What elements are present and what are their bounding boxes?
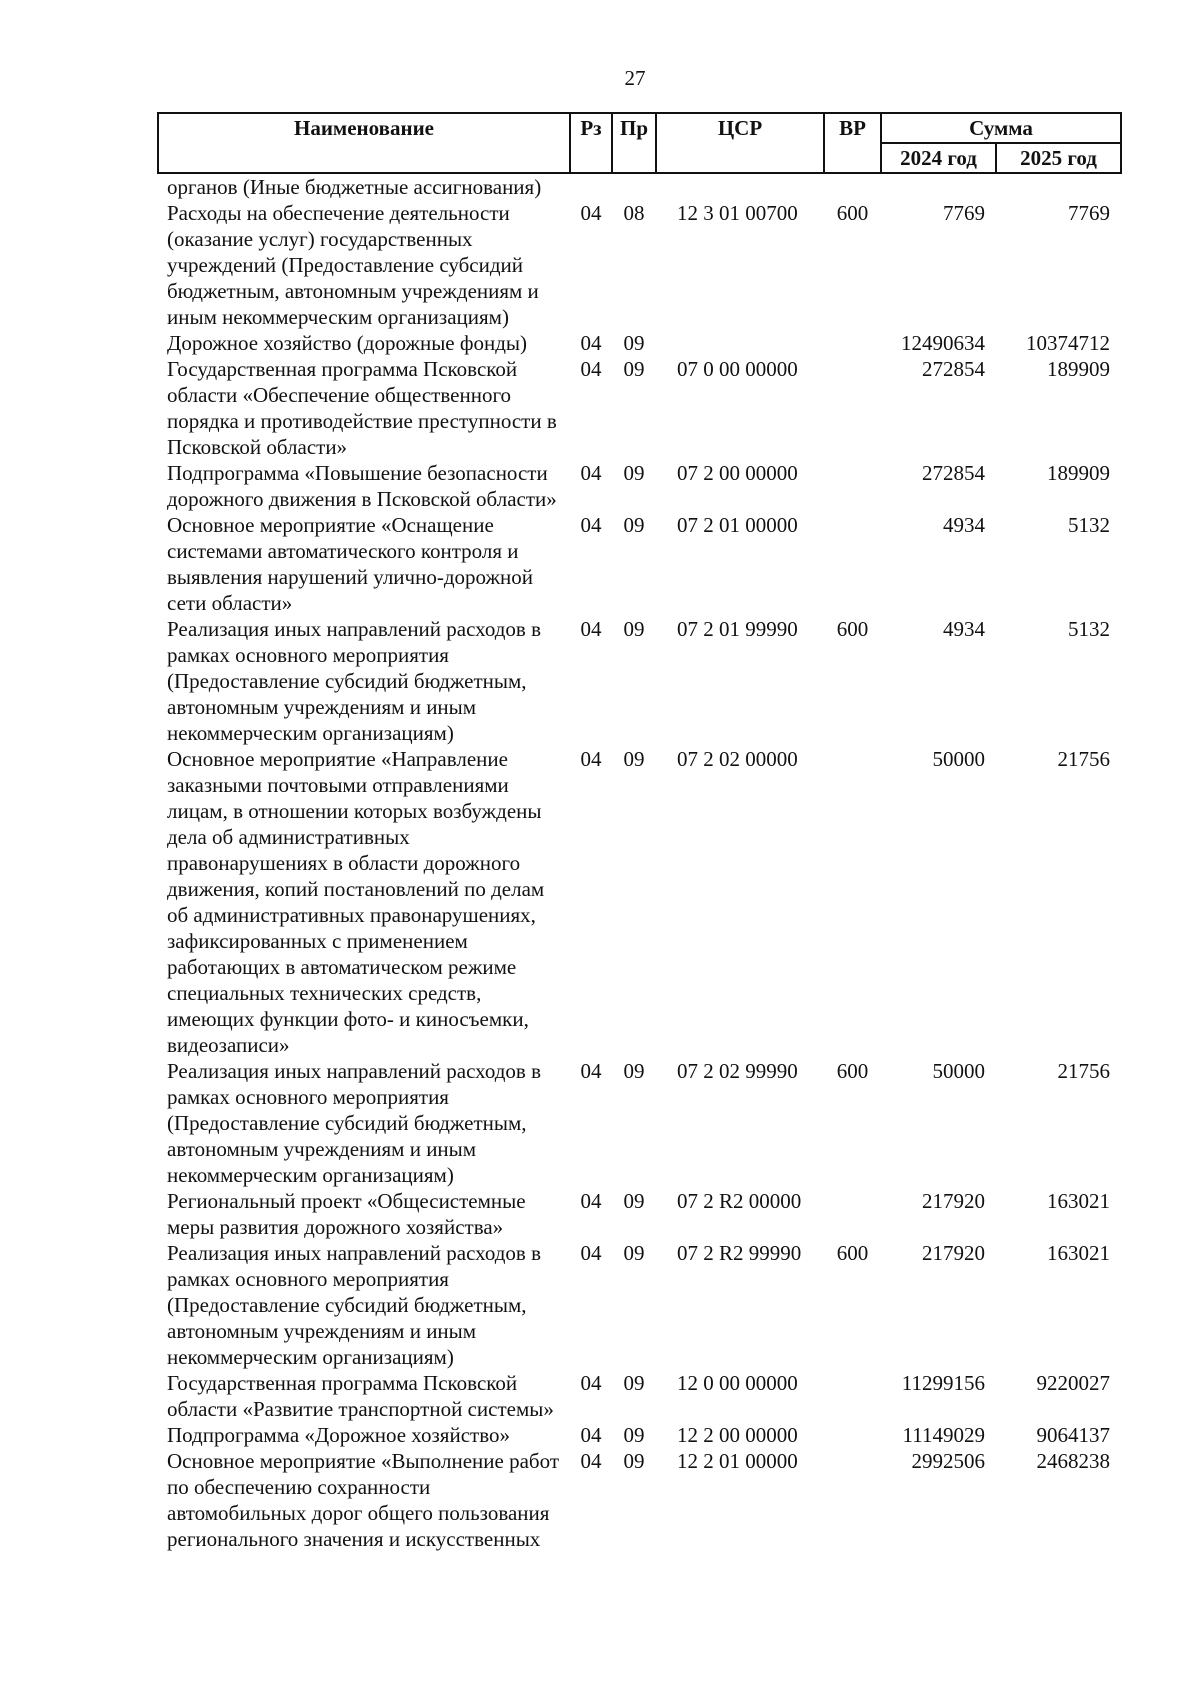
row-vr: 600 <box>836 201 869 225</box>
row-sum-2025: 21756 <box>1057 1059 1110 1083</box>
row-sum-2025: 2468238 <box>1036 1449 1110 1473</box>
row-rz: 04 <box>580 1059 602 1083</box>
row-csr: 07 2 01 99990 <box>677 617 798 641</box>
row-pr: 09 <box>623 461 645 485</box>
row-pr: 09 <box>623 1241 645 1265</box>
row-sum-2025: 163021 <box>1047 1241 1110 1265</box>
row-vr <box>824 1448 881 1552</box>
row-sum-2024: 4934 <box>943 513 985 537</box>
header-pr: Пр <box>612 113 656 173</box>
row-sum-2025: 9220027 <box>1036 1371 1110 1395</box>
row-csr: 12 0 00 00000 <box>677 1371 798 1395</box>
row-vr <box>824 173 881 200</box>
row-name: Региональный проект «Общесистемные меры развития дорожного хозяйства» <box>167 1189 526 1239</box>
row-rz: 04 <box>580 513 602 537</box>
row-csr: 07 2 R2 99990 <box>677 1241 802 1265</box>
row-sum-2024: 4934 <box>943 617 985 641</box>
table-row <box>158 1240 1121 1370</box>
row-pr: 09 <box>623 331 645 355</box>
row-name: Подпрограмма «Повышение безопасности дорожного движения в Псковской области» <box>167 461 557 511</box>
row-sum-2025: 5132 <box>1068 617 1110 641</box>
row-sum-2025: 189909 <box>1047 461 1110 485</box>
row-pr: 08 <box>623 201 645 225</box>
table-row <box>158 1370 1121 1422</box>
row-sum-2025: 21756 <box>1057 747 1110 771</box>
row-sum-2025: 10374712 <box>1026 331 1110 355</box>
row-name: Основное мероприятие «Выполнение работ по обеспечению сохранности автомобильных дорог общего пользования регионального значения и искусственных <box>167 1449 560 1551</box>
row-csr: 07 2 02 99990 <box>677 1059 798 1083</box>
row-pr: 09 <box>623 1371 645 1395</box>
row-vr <box>824 460 881 512</box>
row-vr: 600 <box>836 617 869 641</box>
row-pr: 09 <box>623 513 645 537</box>
row-vr <box>824 1370 881 1422</box>
row-rz: 04 <box>580 331 602 355</box>
header-vr: ВР <box>824 113 881 173</box>
row-name: Основное мероприятие «Оснащение системами автоматического контроля и выявления нарушений улично-дорожной сети области» <box>167 513 533 615</box>
row-name: Государственная программа Псковской области «Развитие транспортной системы» <box>167 1371 554 1421</box>
table-header <box>158 113 1121 173</box>
table-body <box>158 173 1121 1552</box>
header-csr: ЦСР <box>656 113 824 173</box>
row-rz: 04 <box>580 461 602 485</box>
row-pr: 09 <box>623 1189 645 1213</box>
page-number: 27 <box>624 66 646 90</box>
row-sum-2024: 50000 <box>932 1059 985 1083</box>
table-row <box>158 1448 1121 1552</box>
row-csr: 07 2 02 00000 <box>677 747 798 771</box>
row-sum-2024: 217920 <box>922 1241 985 1265</box>
row-rz: 04 <box>580 1371 602 1395</box>
row-sum-2025: 163021 <box>1047 1189 1110 1213</box>
row-pr: 09 <box>623 357 645 381</box>
row-name: Реализация иных направлений расходов в рамках основного мероприятия (Предоставление субсидий бюджетным, автономным учреждениям и иным некоммерческим организациям) <box>167 617 542 745</box>
row-sum-2025: 9064137 <box>1036 1423 1110 1447</box>
row-vr <box>824 1188 881 1240</box>
table-row <box>158 1058 1121 1188</box>
header-year-2025: 2025 год <box>996 143 1121 173</box>
table-row <box>158 460 1121 512</box>
row-sum-2024: 50000 <box>932 747 985 771</box>
row-rz: 04 <box>580 747 602 771</box>
row-csr <box>656 173 824 200</box>
row-csr: 07 2 01 00000 <box>677 513 798 537</box>
row-sum-2024: 272854 <box>922 461 985 485</box>
row-sum-2024: 11149029 <box>902 1423 985 1447</box>
row-csr: 12 3 01 00700 <box>677 201 798 225</box>
row-rz: 04 <box>580 357 602 381</box>
table-row <box>158 746 1121 1058</box>
table-row <box>158 356 1121 460</box>
row-sum-2024: 11299156 <box>901 1371 985 1395</box>
row-vr <box>824 512 881 616</box>
row-name: Основное мероприятие «Направление заказными почтовыми отправлениями лицам, в отношении которых возбуждены дела об административных правонарушениях в области дорожного движения, копий постановлений по делам об административных правонарушениях, зафиксированных с применением работающих в автоматическом режиме специальных технических средств, имеющих функции фото- и киносъемки, видеозаписи» <box>167 747 545 1057</box>
row-csr <box>656 330 824 356</box>
row-csr: 12 2 01 00000 <box>677 1449 798 1473</box>
row-sum-2024: 2992506 <box>911 1449 985 1473</box>
row-vr <box>824 356 881 460</box>
row-csr: 07 2 00 00000 <box>677 461 798 485</box>
row-rz: 04 <box>580 201 602 225</box>
row-vr <box>824 1422 881 1448</box>
table-row <box>158 616 1121 746</box>
row-rz: 04 <box>580 1423 602 1447</box>
row-pr <box>612 173 656 200</box>
table-row <box>158 1188 1121 1240</box>
row-rz: 04 <box>580 1449 602 1473</box>
row-csr: 12 2 00 00000 <box>677 1423 798 1447</box>
table-row <box>158 200 1121 330</box>
table-row <box>158 330 1121 356</box>
row-name: Реализация иных направлений расходов в рамках основного мероприятия (Предоставление субсидий бюджетным, автономным учреждениям и иным некоммерческим организациям) <box>167 1059 542 1187</box>
row-vr <box>824 746 881 1058</box>
table-row <box>158 1422 1121 1448</box>
row-name: Государственная программа Псковской области «Обеспечение общественного порядка и противодействие преступности в Псковской области» <box>167 357 557 459</box>
budget-table <box>157 112 1122 1552</box>
row-vr: 600 <box>836 1059 869 1083</box>
header-sum: Сумма <box>881 113 1121 143</box>
row-sum-2024: 12490634 <box>901 331 985 355</box>
row-sum-2025: 189909 <box>1047 357 1110 381</box>
row-pr: 09 <box>623 617 645 641</box>
header-name: Наименование <box>158 113 570 173</box>
row-pr: 09 <box>623 747 645 771</box>
row-rz: 04 <box>580 1189 602 1213</box>
row-pr: 09 <box>623 1423 645 1447</box>
row-name: Подпрограмма «Дорожное хозяйство» <box>167 1423 510 1447</box>
row-rz: 04 <box>580 1241 602 1265</box>
row-pr: 09 <box>623 1449 645 1473</box>
row-csr: 07 2 R2 00000 <box>677 1189 802 1213</box>
row-csr: 07 0 00 00000 <box>677 357 798 381</box>
table-row <box>158 512 1121 616</box>
row-vr <box>824 330 881 356</box>
header-year-2024: 2024 год <box>881 143 996 173</box>
row-sum-2024: 217920 <box>922 1189 985 1213</box>
table-row <box>158 173 1121 200</box>
row-vr: 600 <box>836 1241 869 1265</box>
row-sum-2024: 7769 <box>943 201 985 225</box>
row-sum-2025 <box>996 173 1121 200</box>
row-pr: 09 <box>623 1059 645 1083</box>
row-rz: 04 <box>580 617 602 641</box>
header-rz: Рз <box>570 113 612 173</box>
row-name: Дорожное хозяйство (дорожные фонды) <box>167 331 528 355</box>
row-sum-2024 <box>881 173 996 200</box>
row-sum-2025: 7769 <box>1068 201 1110 225</box>
row-name: органов (Иные бюджетные ассигнования) <box>167 175 542 199</box>
row-sum-2025: 5132 <box>1068 513 1110 537</box>
row-name: Расходы на обеспечение деятельности (оказание услуг) государственных учреждений (Предоставление субсидий бюджетным, автономным учреждениям и иным некоммерческим организациям) <box>167 201 539 329</box>
row-name: Реализация иных направлений расходов в рамках основного мероприятия (Предоставление субсидий бюджетным, автономным учреждениям и иным некоммерческим организациям) <box>167 1241 542 1369</box>
row-rz <box>570 173 612 200</box>
row-sum-2024: 272854 <box>922 357 985 381</box>
